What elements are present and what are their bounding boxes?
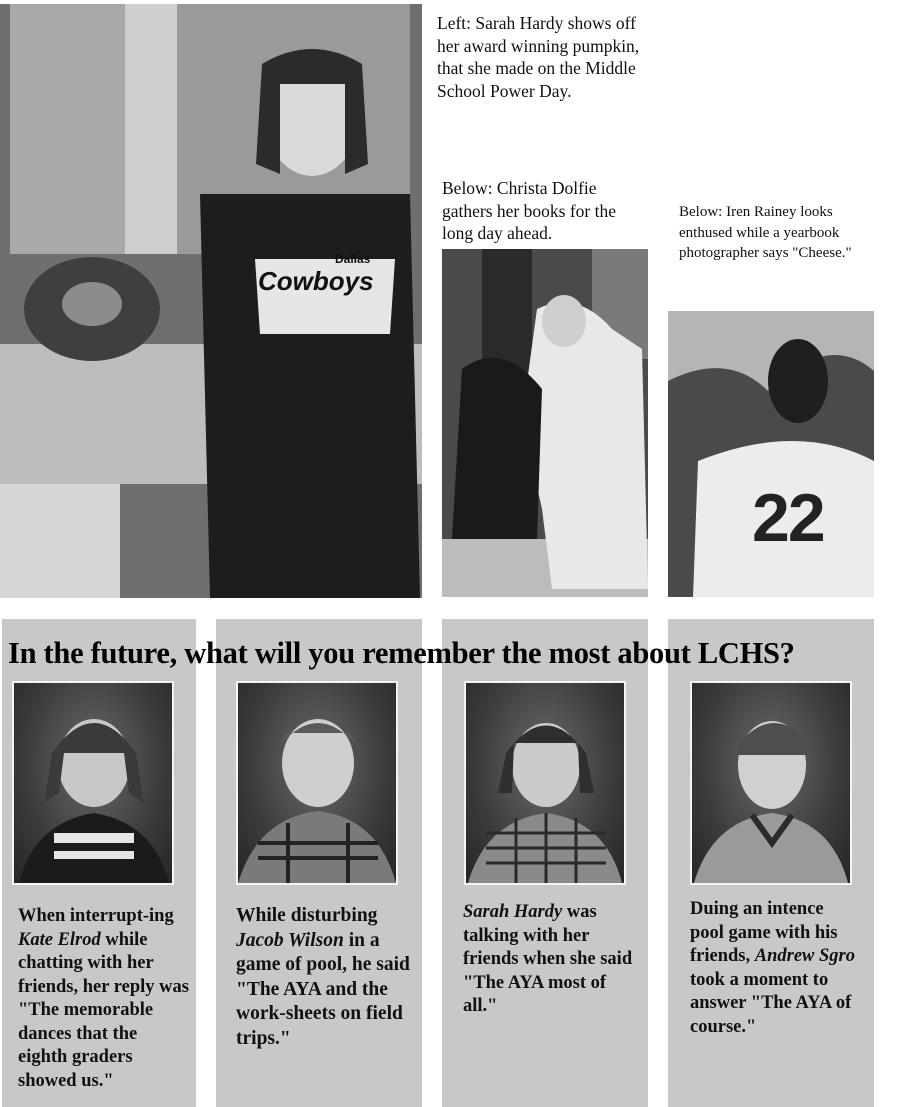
student-name: Andrew Sgro: [754, 946, 855, 966]
jersey-photo: [668, 311, 874, 597]
portrait-illustration: [692, 683, 850, 883]
portrait-jacob-wilson: [236, 681, 398, 885]
quote-andrew-sgro: [690, 898, 862, 1039]
caption-iren: Below: Iren Rainey looks enthused while a yearbook photographer says "Cheese.": [679, 204, 852, 261]
pumpkin-photo-illustration: [0, 4, 422, 598]
pumpkin-photo: [0, 4, 422, 598]
quote-text: When interrupt-ing: [18, 906, 174, 926]
student-name: Sarah Hardy: [463, 902, 563, 922]
portrait-sarah-hardy: [464, 681, 626, 885]
jersey-number: 22: [752, 480, 824, 556]
page-headline: In the future, what will you remember the most about LCHS?: [8, 636, 795, 670]
portrait-kate-elrod: [12, 681, 174, 885]
student-name: Jacob Wilson: [236, 929, 344, 951]
quote-text: while chatting with her friends, her reply was "The memorable dances that the eighth graders showed us.": [18, 929, 189, 1091]
quote-text: Duing an intence pool game with his friends,: [690, 899, 838, 966]
portrait-illustration: [14, 683, 172, 883]
caption-left: Left: Sarah Hardy shows off her award winning pumpkin, that she made on the Middle School Power Day.: [437, 13, 640, 101]
quote-text: took a moment to answer "The AYA of course.": [690, 969, 852, 1037]
quote-text: in a game of pool, he said "The AYA and the work-sheets on field trips.": [236, 929, 410, 1049]
shirt-text-small: Dallas: [335, 252, 371, 266]
shirt-text: Cowboys: [258, 266, 374, 296]
portrait-illustration: [238, 683, 396, 883]
caption-christa: Below: Christa Dolfie gathers her books for the long day ahead.: [442, 178, 616, 243]
books-photo: [442, 249, 648, 597]
student-name: Kate Elrod: [18, 929, 101, 950]
books-photo-illustration: [442, 249, 648, 597]
quote-kate-elrod: [18, 905, 190, 1093]
quote-text: was talking with her friends when she said "The AYA most of all.": [463, 902, 633, 1016]
quote-jacob-wilson: [236, 904, 416, 1051]
quote-sarah-hardy: [463, 901, 641, 1019]
quote-text: While disturbing: [236, 905, 378, 926]
portrait-andrew-sgro: [690, 681, 852, 885]
portrait-illustration: [466, 683, 624, 883]
